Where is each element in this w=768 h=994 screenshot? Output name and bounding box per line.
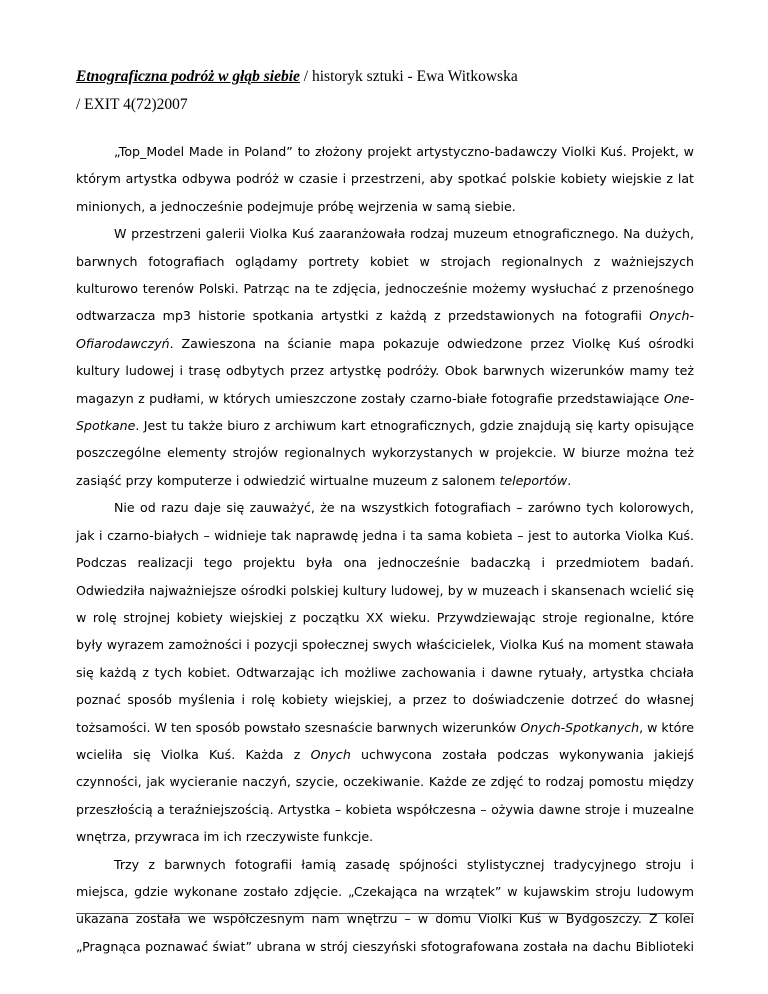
paragraph <box>76 494 694 850</box>
paragraph-text: . Jest tu także biuro z archiwum kart etnograficznych, gdzie znajdują się karty opisujące poszczególne elementy strojów regionalnych wykorzystanych w projekcie. W biurze można też zasiąść przy komputerze i odwiedzić wirtualne muzeum z salonem <box>76 418 694 488</box>
article-header <box>76 68 518 86</box>
italic-term: One-Spotkane <box>76 390 694 434</box>
article-author: / historyk sztuki - Ewa Witkowska <box>299 68 518 85</box>
footer-divider <box>76 913 694 914</box>
paragraph-text: . Zawieszona na ścianie mapa pokazuje odwiedzone przez Violkę Kuś ośrodki kultury ludowej i trasę odbytych przez artystkę podróży. Obok barwnych wizerunków mamy też magazyn z pudłami, w których umieszczone zostały czarno-białe fotografie przedstawiające <box>76 335 694 406</box>
italic-term: Onych-Ofiarodawczyń <box>76 308 694 351</box>
paragraph-text: W przestrzeni galerii Violka Kuś zaaranżowała rodzaj muzeum etnograficznego. Na dużych, barwnych fotografiach oglądamy portrety kobiet w strojach regionalnych z ważniejszych kulturowo terenów Polski. Patrząc na te zdjęcia, jednocześnie możemy wysłuchać z przenośnego odtwarzacza mp3 historie spotkania artystki z każdą z przedstawionych na fotografii <box>76 226 694 324</box>
paragraph <box>76 138 694 220</box>
italic-term: Onych-Spotkanych <box>520 719 640 735</box>
article-source: / EXIT 4(72)2007 <box>76 96 188 113</box>
italic-term: Onych <box>310 746 351 762</box>
paragraph <box>76 220 694 494</box>
paragraph <box>76 851 694 961</box>
paragraph-text: . <box>567 472 572 488</box>
article-title: Etnograficzna podróż w głąb siebie <box>76 68 300 85</box>
paragraph-text: Nie od razu daje się zauważyć, że na wszystkich fotografiach – zarówno tych kolorowych, jak i czarno-białych – widnieje tak naprawdę jedna i ta sama kobieta – jest to autorka Violka Kuś. Podczas realizacji tego projektu była ona jednocześnie badaczką i przedmiotem badań. Odwiedziła najważniejsze ośrodki polskiej kultury ludowej, by w muzeach i skansenach wcielić się w rolę strojnej kobiety wiejskiej z początku XX wieku. Przywdziewając stroje regionalne, które były wyrazem zamożności i pozycji społecznej swych właścicielek, Violka Kuś na moment stawała się każdą z tych kobiet. Odtwarzając ich możliwe zachowania i dawne rytuały, artystka chciała poznać sposób myślenia i rolę kobiety wiejskiej, a przez to doświadczenie dotrzeć do własnej tożsamości. W ten sposób powstało szesnaście barwnych wizerunków <box>76 500 694 735</box>
italic-term: teleportów <box>499 472 568 488</box>
paragraph-text: „Top_Model Made in Poland” to złożony projekt artystyczno-badawczy Violki Kuś. Projekt, w którym artystka odbywa podróż w czasie i przestrzeni, aby spotkać polskie kobiety wiejskie z lat minionych, a jednocześnie podejmuje próbę wejrzenia w samą siebie. <box>76 144 694 214</box>
article-body <box>76 138 694 960</box>
paragraph-text: Trzy z barwnych fotografii łamią zasadę spójności stylistycznej tradycyjnego stroju i miejsca, gdzie wykonane zostało zdjęcie. „Czekająca na wrzątek” w kujawskim stroju ludowym ukazana została we współczesnym nam wnętrzu – w domu Violki Kuś w Bydgoszczy. Z kolei „Pragnąca poznawać świat” ubrana w strój cieszyński sfotografowana została na dachu Biblioteki <box>76 856 694 954</box>
paragraph-text: uchwycona została podczas wykonywania jakiejś czynności, jak wycieranie naczyń, szycie, oczekiwanie. Każde ze zdjęć to rodzaj pomostu między przeszłością a teraźniejszością. Artystka – kobieta współczesna – ożywia dawne stroje i muzealne wnętrza, przywraca im ich rzeczywiste funkcje. <box>76 746 694 845</box>
paragraph-text: , w które wcieliła się Violka Kuś. Każda z <box>76 719 695 762</box>
